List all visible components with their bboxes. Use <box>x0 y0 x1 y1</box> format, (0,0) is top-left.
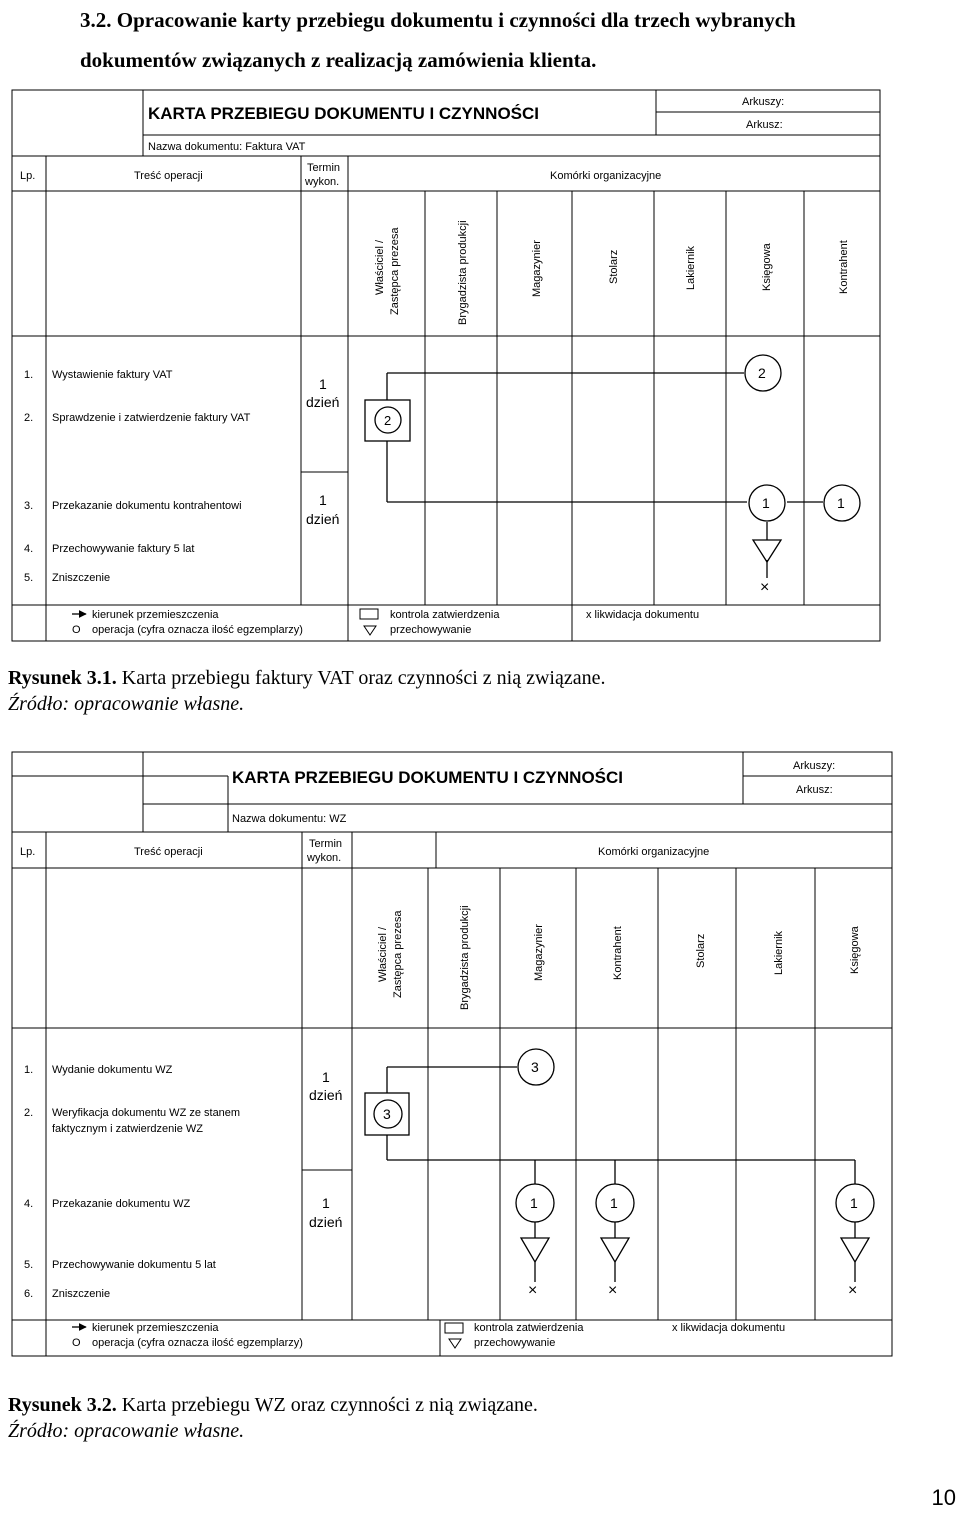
term-value: 1 <box>322 1069 330 1085</box>
legend-operation-icon: O <box>72 624 81 636</box>
unit-storekeeper: Magazynier <box>531 240 543 297</box>
operation-count: 1 <box>837 495 845 511</box>
operation-text: Przechowywanie faktury 5 lat <box>52 543 195 555</box>
sheet-label: Arkusz: <box>746 119 783 131</box>
term-unit: dzień <box>306 511 340 527</box>
operation-text: Przechowywanie dokumentu 5 lat <box>52 1259 216 1271</box>
liquidation-mark: × <box>528 1282 538 1299</box>
legend-operation: operacja (cyfra oznacza ilość egzemplarzy) <box>92 1337 303 1349</box>
operation-number: 1. <box>24 1064 34 1076</box>
unit-carpenter: Stolarz <box>608 249 620 284</box>
legend-direction: kierunek przemieszczenia <box>92 609 219 621</box>
operation-number: 3. <box>24 500 34 512</box>
column-term-2: wykon. <box>307 852 342 864</box>
operation-text: Zniszczenie <box>52 1288 111 1300</box>
operation-text: faktycznym i zatwierdzenie WZ <box>52 1123 203 1135</box>
unit-accountant: Księgowa <box>761 243 773 291</box>
liquidation-mark: × <box>848 1282 858 1299</box>
card-title: KARTA PRZEBIEGU DOKUMENTU I CZYNNOŚCI <box>232 768 623 787</box>
figure-caption-2 <box>8 1392 538 1444</box>
unit-owner-2: Zastępca prezesa <box>389 227 401 315</box>
term-unit: dzień <box>309 1214 343 1230</box>
operation-count: 3 <box>531 1059 539 1075</box>
document-name: Nazwa dokumentu: Faktura VAT <box>148 141 306 153</box>
operation-count: 1 <box>762 495 770 511</box>
operation-text: Przekazanie dokumentu WZ <box>52 1198 191 1210</box>
caption-text: Karta przebiegu WZ oraz czynności z nią związane. <box>116 1394 538 1416</box>
unit-contractor: Kontrahent <box>612 926 624 980</box>
column-operation: Treść operacji <box>134 846 203 858</box>
section-heading-line-2: dokumentów związanych z realizacją zamówienia klienta. <box>80 48 597 72</box>
column-term-1: Termin <box>307 162 341 174</box>
liquidation-mark: × <box>760 579 770 596</box>
legend-control: kontrola zatwierdzenia <box>474 1322 584 1334</box>
operation-number: 5. <box>24 1259 34 1271</box>
operation-number: 6. <box>24 1288 34 1300</box>
unit-foreman: Brygadzista produkcji <box>457 220 469 325</box>
legend-control-icon <box>360 609 378 619</box>
legend-operation: operacja (cyfra oznacza ilość egzemplarzy) <box>92 624 303 636</box>
term-value: 1 <box>319 376 327 392</box>
column-term-2: wykon. <box>305 176 340 188</box>
unit-accountant: Księgowa <box>849 926 861 974</box>
legend-storage: przechowywanie <box>390 624 472 636</box>
legend-liquidation: x likwidacja dokumentu <box>672 1322 786 1334</box>
unit-owner-1: Właściciel / <box>377 926 389 982</box>
operation-text: Zniszczenie <box>52 572 111 584</box>
unit-painter: Lakiernik <box>685 245 697 290</box>
operation-number: 2. <box>24 412 34 424</box>
card-wz <box>0 740 960 1370</box>
operation-count: 1 <box>850 1195 858 1211</box>
sheets-label: Arkuszy: <box>742 96 785 108</box>
legend-storage-icon <box>364 626 376 635</box>
unit-owner-2: Zastępca prezesa <box>392 910 404 998</box>
legend-direction: kierunek przemieszczenia <box>92 1322 219 1334</box>
column-operation: Treść operacji <box>134 170 203 182</box>
figure-caption-1 <box>8 665 605 717</box>
legend-control-icon <box>445 1323 463 1333</box>
operation-count: 3 <box>383 1106 391 1122</box>
unit-painter: Lakiernik <box>773 930 785 975</box>
legend-liquidation: x likwidacja dokumentu <box>586 609 700 621</box>
liquidation-mark: × <box>608 1282 618 1299</box>
operation-number: 1. <box>24 369 34 381</box>
caption-label: Rysunek 3.2. <box>8 1394 117 1416</box>
unit-contractor: Kontrahent <box>838 240 850 294</box>
unit-foreman: Brygadzista produkcji <box>459 905 471 1010</box>
term-value: 1 <box>322 1195 330 1211</box>
operation-number: 5. <box>24 572 34 584</box>
unit-carpenter: Stolarz <box>695 933 707 968</box>
operation-count: 1 <box>530 1195 538 1211</box>
term-unit: dzień <box>309 1087 343 1103</box>
card-title: KARTA PRZEBIEGU DOKUMENTU I CZYNNOŚCI <box>148 104 539 123</box>
caption-text: Karta przebiegu faktury VAT oraz czynności z nią związane. <box>116 667 606 689</box>
sheet-label: Arkusz: <box>796 784 833 796</box>
operation-text: Przekazanie dokumentu kontrahentowi <box>52 500 242 512</box>
caption-source: Źródło: opracowanie własne. <box>8 693 245 715</box>
term-value: 1 <box>319 492 327 508</box>
section-heading-line-1: 3.2. Opracowanie karty przebiegu dokumentu i czynności dla trzech wybranych <box>80 8 796 32</box>
caption-source: Źródło: opracowanie własne. <box>8 1420 245 1442</box>
term-unit: dzień <box>306 394 340 410</box>
operation-text: Wystawienie faktury VAT <box>52 369 173 381</box>
column-units: Komórki organizacyjne <box>598 846 710 858</box>
storage-triangle <box>753 540 781 562</box>
card-faktura-vat <box>0 0 960 660</box>
column-lp: Lp. <box>20 170 36 182</box>
legend-storage: przechowywanie <box>474 1337 556 1349</box>
operation-text: Sprawdzenie i zatwierdzenie faktury VAT <box>52 412 251 424</box>
legend-control: kontrola zatwierdzenia <box>390 609 500 621</box>
page-number: 10 <box>931 1485 956 1510</box>
document-name: Nazwa dokumentu: WZ <box>232 813 347 825</box>
column-units: Komórki organizacyjne <box>550 170 662 182</box>
column-term-1: Termin <box>309 838 343 850</box>
operation-number: 4. <box>24 1198 34 1210</box>
operation-count: 2 <box>758 365 766 381</box>
legend-operation-icon: O <box>72 1337 81 1349</box>
column-lp: Lp. <box>20 846 36 858</box>
operation-count: 2 <box>384 413 392 428</box>
operation-text: Weryfikacja dokumentu WZ ze stanem <box>52 1107 241 1119</box>
unit-owner-1: Właściciel / <box>374 239 386 295</box>
operation-count: 1 <box>610 1195 618 1211</box>
operation-text: Wydanie dokumentu WZ <box>52 1064 173 1076</box>
unit-storekeeper: Magazynier <box>533 924 545 981</box>
legend-storage-icon <box>449 1339 461 1348</box>
caption-label: Rysunek 3.1. <box>8 667 117 689</box>
operation-number: 4. <box>24 543 34 555</box>
sheets-label: Arkuszy: <box>793 760 836 772</box>
operation-number: 2. <box>24 1107 34 1119</box>
